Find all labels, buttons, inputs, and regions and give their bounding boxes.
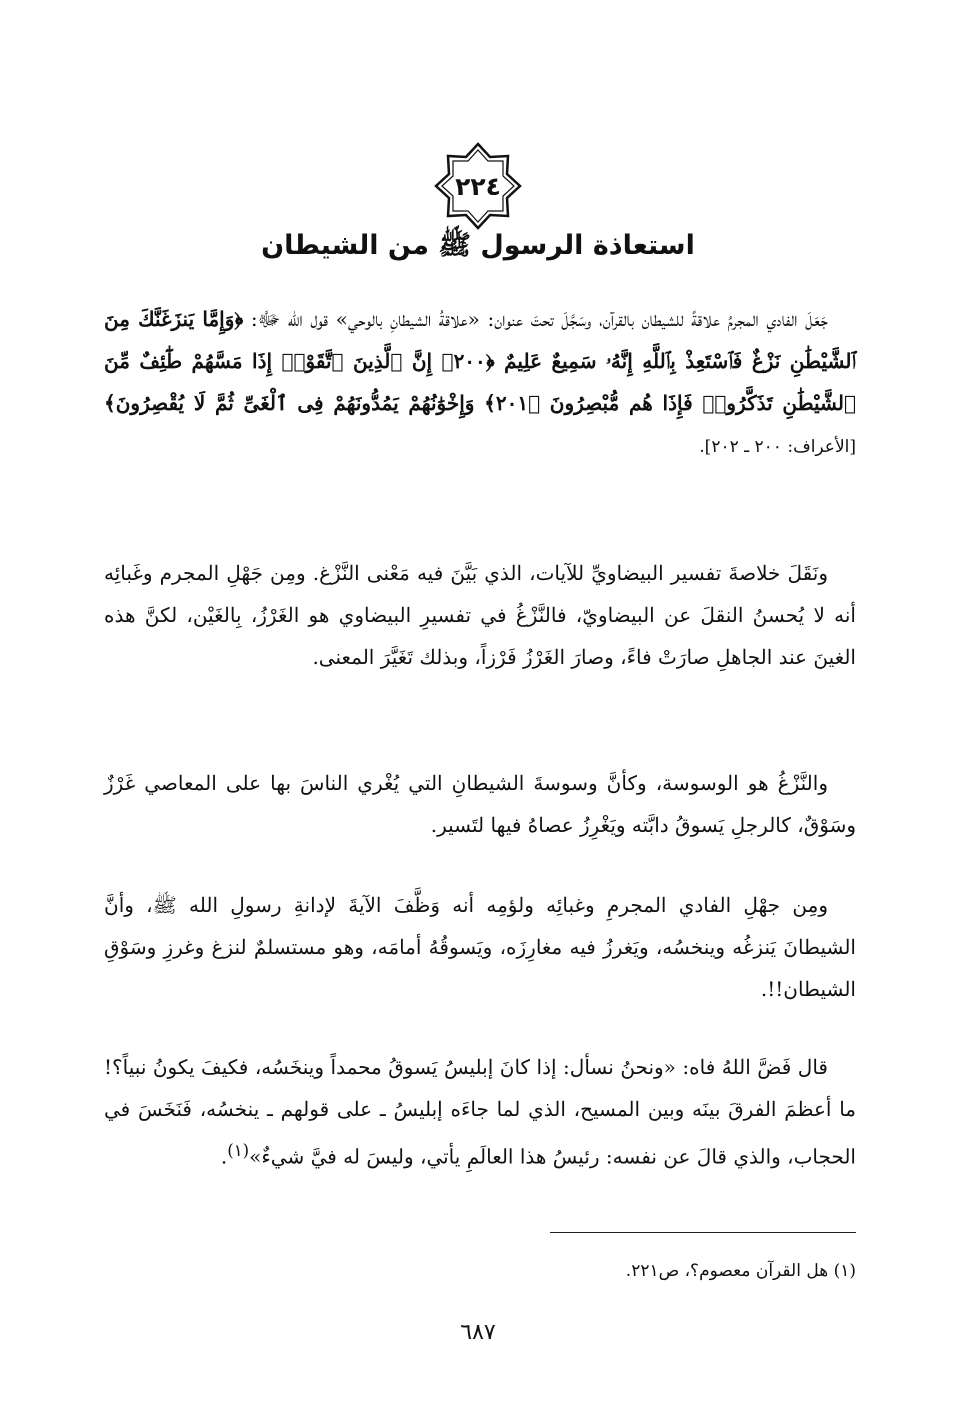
paragraph-5-text: قال فَضَّ اللهُ فاه: «ونحنُ نسأل: إذا كانَ إبليسُ يَسوقُ محمداً وينخَسُه، فكيفَ يكونُ نبياً؟! ما أعظمَ الفرقَ بينَه وبين المسيح، الذي لما جاءَه إبليسُ ـ على قولهم ـ ينخسُه، فَنَخَسَ في الحجاب، والذي قالَ عن نفسه: رئيسُ هذا العالَمِ يأتي، وليسَ له فيَّ شيءٌ» [104,1055,856,1169]
quran-verse: ﴿وَإِمَّا يَنزَغَنَّكَ مِنَ ٱلشَّيْطَٰنِ نَزْغٌ فَٱسْتَعِذْ بِٱللَّهِ إِنَّهُۥ سَمِيعٌ عَلِيمٌ ﴿٢٠٠﴾ إِنَّ ٱلَّذِينَ ٱتَّقَوْا۟ إِذَا مَسَّهُمْ طَٰٓئِفٌ مِّنَ ٱلشَّيْطَٰنِ تَذَكَّرُوا۟ فَإِذَا هُم مُّبْصِرُونَ ﴿٢٠١﴾ وَإِخْوَٰنُهُمْ يَمُدُّونَهُمْ فِى ٱلْغَىِّ ثُمَّ لَا يُقْصِرُونَ﴾ [104,307,856,415]
verse-reference: [الأعراف: ٢٠٠ ـ ٢٠٢]. [699,437,856,457]
paragraph-5 [104,1046,856,1178]
paragraph-3: والنَّزْغُ هو الوسوسة، وكأنَّ وسوسةَ الشيطانِ التي يُغْري الناسَ بها على المعاصي غَرْزٌ وسَوْقٌ، كالرجلِ يَسوقُ دابَّته ويَغْرِزُ عصاهُ فيها لتَسير. [104,771,856,837]
section-title: استعاذة الرسول ﷺ من الشيطان [261,230,695,261]
paragraph-1-text: جَعَلَ الفادي المجرمُ علاقةً للشيطان بالقرآن، وسَجَّلَ تحتَ عنوان: «علاقةُ الشيطانِ بالوحي» قول الله ﷻ: [243,307,828,331]
paragraph-1 [104,298,856,468]
paragraph-5-end: . [220,1144,228,1169]
footnote-divider [550,1232,856,1233]
footnote: (١) هل القرآن معصوم؟، ص٢٢١. [625,1261,856,1281]
section-number: ٢٢٤ [455,171,501,201]
footnote-marker: (١) [227,1141,250,1160]
paragraph-2: ونَقَلَ خلاصةَ تفسير البيضاويِّ للآيات، الذي بَيَّنَ فيه مَعْنى النَّزْغ. ومِن جَهْلِ المجرم وغَبائِه أنه لا يُحسنُ النقلَ عن البيضاويّ، فالنَّزْغُ في تفسيرِ البيضاوي هو الغَرْزُ، بِالغَيْن، لكنَّ هذه الغينَ عند الجاهلِ صارَتْ فاءً، وصارَ الغَرْزُ فَرْزاً، وبذلك تَغَيَّرَ المعنى. [104,561,856,669]
page-number: ٦٨٧ [460,1320,496,1345]
paragraph-4: ومِن جهْلِ الفادي المجرمِ وغبائِه ولؤمِه أنه وَظَّفَ الآيةَ لإدانةِ رسولِ الله ﷺ، وأنَّ الشيطانَ يَنزغُه وينخسُه، ويَغرزُ فيه مغارِزَه، ويَسوقُهُ أمامَه، وهو مستسلمٌ لنزغ وغرزِ وسَوْقِ الشيطان!!. [104,893,856,1001]
section-number-badge [432,140,524,232]
